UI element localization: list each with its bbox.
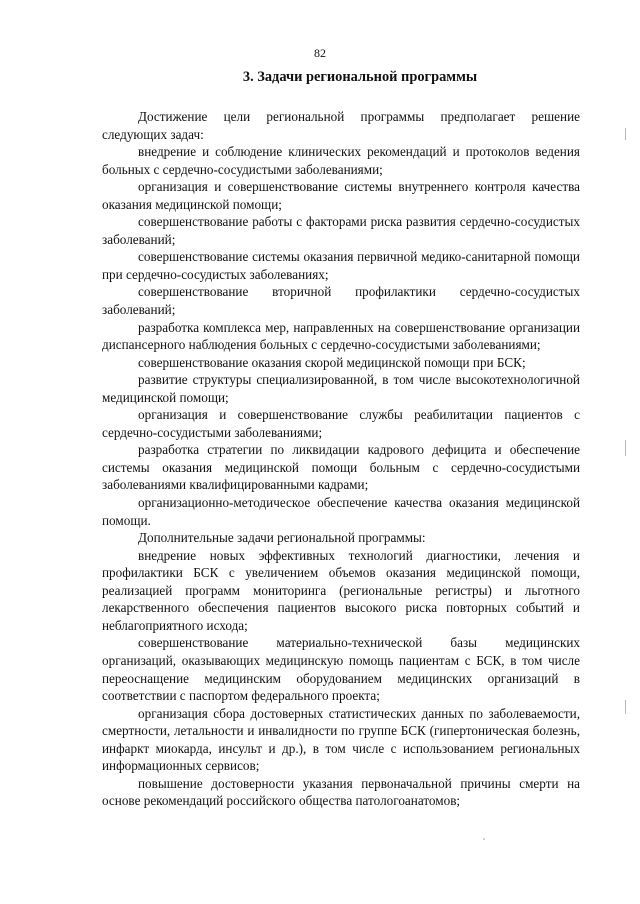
task-item: организация и совершенствование системы внутреннего контроля качества оказания медицинской помощи; [102, 179, 580, 212]
section-body [102, 108, 580, 810]
additional-task-item: организация сбора достоверных статистических данных по заболеваемости, смертности, летальности и инвалидности по группе БСК (гипертоническая болезнь, инфаркт миокарда, инсульт и др.), в том числе с использованием региональных информационных сервисов; [102, 705, 580, 774]
scan-artifact-dot [483, 838, 485, 840]
scan-artifact-mark [625, 700, 626, 714]
task-item: совершенствование работы с факторами риска развития сердечно-сосудистых заболеваний; [102, 214, 580, 247]
task-item: развитие структуры специализированной, в том числе высокотехнологичной медицинской помощи; [102, 372, 580, 405]
task-item: совершенствование оказания скорой медицинской помощи при БСК; [138, 354, 526, 370]
task-item: разработка комплекса мер, направленных на совершенствование организации диспансерного наблюдения больных с сердечно-сосудистыми заболеваниями; [102, 319, 580, 353]
intro-paragraph: Достижение цели региональной программы предполагает решение следующих задач: [102, 109, 580, 142]
additional-task-item: совершенствование материально-технической базы медицинских организаций, оказывающих медицинскую помощь пациентам с БСК, в том числе переоснащение медицинским оборудованием медицинских организаций в соответствии с паспортом федерального проекта; [102, 635, 580, 704]
scan-artifact-mark [625, 128, 626, 140]
task-item: организация и совершенствование службы реабилитации пациентов с сердечно-сосудистыми заболеваниями; [102, 407, 580, 440]
task-item: совершенствование вторичной профилактики сердечно-сосудистых заболеваний; [102, 284, 580, 318]
task-item: внедрение и соблюдение клинических рекомендаций и протоколов ведения больных с сердечно-сосудистыми заболеваниями; [102, 144, 580, 177]
additional-tasks-intro: Дополнительные задачи региональной программы: [138, 530, 426, 546]
task-item: организационно-методическое обеспечение качества оказания медицинской помощи. [102, 495, 580, 528]
page-number: 82 [314, 46, 326, 60]
task-item: разработка стратегии по ликвидации кадрового дефицита и обеспечение системы оказания медицинской помощи больным с сердечно-сосудистыми заболеваниями квалифицированными кадрами; [102, 442, 580, 493]
section-heading: 3. Задачи региональной программы [242, 69, 478, 85]
task-item: совершенствование системы оказания первичной медико-санитарной помощи при сердечно-сосудистых заболеваниях; [102, 249, 580, 282]
additional-task-item: внедрение новых эффективных технологий диагностики, лечения и профилактики БСК с увеличением объемов оказания медицинской помощи, реализацией программ мониторинга (региональные регистры) и льготного лекарственного обеспечения пациентов высокого риска повторных событий и неблагоприятного исхода; [102, 547, 580, 633]
additional-task-item: повышение достоверности указания первоначальной причины смерти на основе рекомендаций российского общества патологоанатомов; [102, 775, 580, 809]
scan-artifact-mark [625, 440, 626, 456]
